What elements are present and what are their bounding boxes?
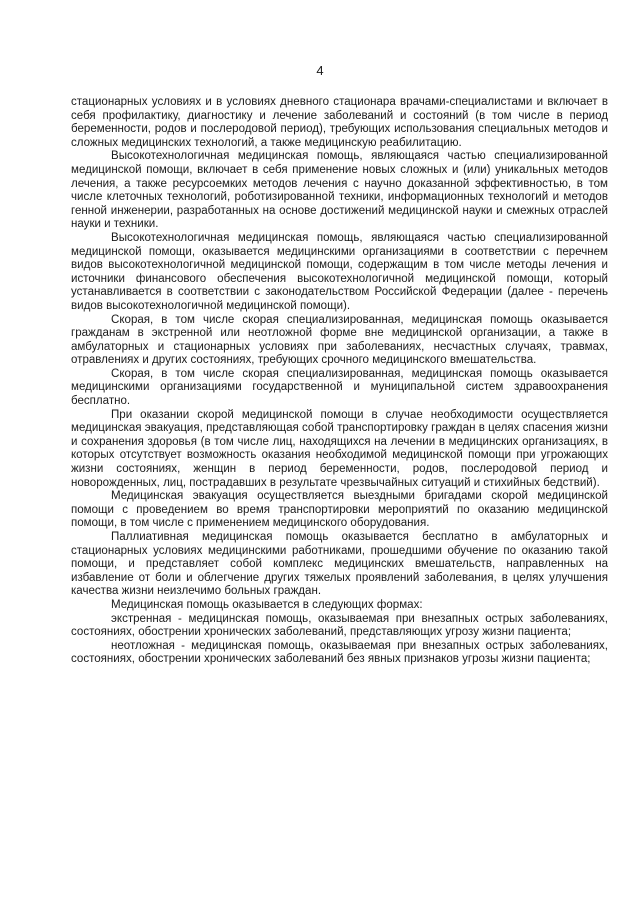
paragraph: Высокотехнологичная медицинская помощь, являющаяся частью специализированной медицинской помощи, оказывается медицинскими организациями в соответствии с перечнем видов высокотехнологичной медицинской помощи, содержащим в том числе методы лечения и источники финансового обеспечения высокотехнологичной медицинской помощи, который устанавливается в соответствии с законодательством Российской Федерации (далее - перечень видов высокотехнологичной медицинской помощи). <box>71 231 608 312</box>
list-item-form: неотложная - медицинская помощь, оказываемая при внезапных острых заболеваниях, состояниях, обострении хронических заболеваний без явных признаков угрозы жизни пациента; <box>71 639 608 666</box>
document-body <box>71 96 608 667</box>
paragraph: Медицинская помощь оказывается в следующих формах: <box>111 598 423 611</box>
page-number: 4 <box>316 63 324 78</box>
paragraph: Высокотехнологичная медицинская помощь, являющаяся частью специализированной медицинской помощи, включает в себя применение новых сложных и (или) уникальных методов лечения, а также ресурсоемких методов лечения с научно доказанной эффективностью, в том числе клеточных технологий, роботизированной техники, информационных технологий и методов генной инженерии, разработанных на основе достижений медицинской науки и смежных отраслей науки и техники. <box>71 150 608 231</box>
paragraph: Скорая, в том числе скорая специализированная, медицинская помощь оказывается медицинскими организациями государственной и муниципальной систем здравоохранения бесплатно. <box>71 367 608 408</box>
paragraph: Скорая, в том числе скорая специализированная, медицинская помощь оказывается гражданам в экстренной или неотложной форме вне медицинской организации, а также в амбулаторных и стационарных условиях при заболеваниях, несчастных случаях, травмах, отравлениях и других состояниях, требующих срочного медицинского вмешательства. <box>71 313 608 367</box>
paragraph: При оказании скорой медицинской помощи в случае необходимости осуществляется медицинская эвакуация, представляющая собой транспортировку граждан в целях спасения жизни и сохранения здоровья (в том числе лиц, находящихся на лечении в медицинских организациях, в которых отсутствует возможность оказания необходимой медицинской помощи при угрожающих жизни состояниях, женщин в период беременности, родов, послеродовой период и новорожденных, лиц, пострадавших в результате чрезвычайных ситуаций и стихийных бедствий). <box>71 408 608 489</box>
paragraph: Медицинская эвакуация осуществляется выездными бригадами скорой медицинской помощи с проведением во время транспортировки мероприятий по оказанию медицинской помощи, в том числе с применением медицинского оборудования. <box>71 490 608 530</box>
paragraph-continued: стационарных условиях и в условиях дневного стационара врачами-специалистами и включает в себя профилактику, диагностику и лечение заболеваний и состояний (в том числе в период беременности, родов и послеродовой период), требующих использования специальных методов и сложных медицинских технологий, а также медицинскую реабилитацию. <box>71 96 608 149</box>
paragraph: Паллиативная медицинская помощь оказывается бесплатно в амбулаторных и стационарных условиях медицинскими работниками, прошедшими обучение по оказанию такой помощи, и представляет собой комплекс медицинских вмешательств, направленных на избавление от боли и облегчение других тяжелых проявлений заболевания, в целях улучшения качества жизни неизлечимо больных граждан. <box>71 531 608 598</box>
list-item-form: экстренная - медицинская помощь, оказываемая при внезапных острых заболеваниях, состояниях, обострении хронических заболеваний, представляющих угрозу жизни пациента; <box>71 612 608 639</box>
